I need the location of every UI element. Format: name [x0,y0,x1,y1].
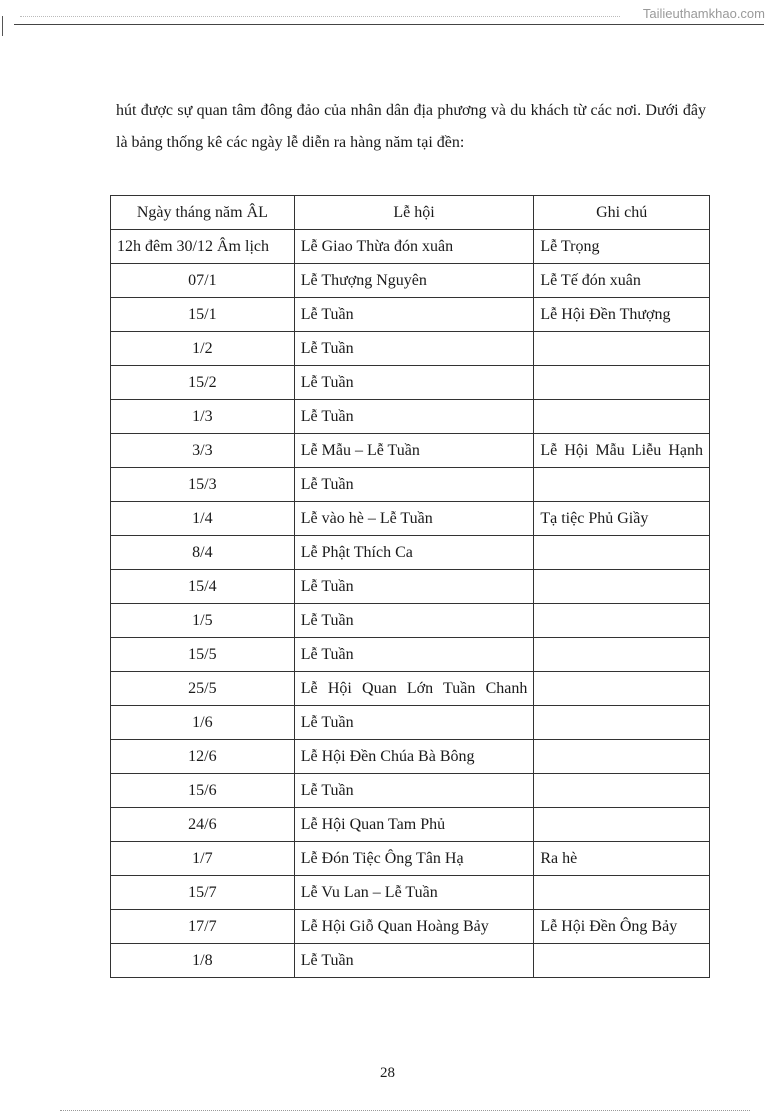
cell-note [534,774,710,808]
cell-festival: Lễ Vu Lan – Lễ Tuần [294,876,534,910]
table-row [111,876,710,910]
header-rule [14,24,764,25]
cell-note [534,638,710,672]
cell-festival: Lễ Tuần [294,604,534,638]
cell-festival: Lễ Tuần [294,706,534,740]
table-row [111,366,710,400]
table-row [111,536,710,570]
cell-note [534,876,710,910]
cell-note [534,944,710,978]
cell-festival: Lễ Tuần [294,774,534,808]
cell-festival: Lễ Đón Tiệc Ông Tân Hạ [294,842,534,876]
cell-note [534,332,710,366]
cell-festival: Lễ Giao Thừa đón xuân [294,230,534,264]
watermark: Tailieuthamkhao.com [642,6,765,21]
scan-artifacts-bottom [60,1108,750,1111]
margin-mark [2,16,3,36]
cell-date: 1/7 [111,842,295,876]
cell-date: 15/2 [111,366,295,400]
cell-date: 07/1 [111,264,295,298]
table-row [111,808,710,842]
cell-date: 15/4 [111,570,295,604]
cell-date: 15/1 [111,298,295,332]
cell-festival: Lễ Hội Quan Lớn Tuần Chanh [294,672,534,706]
cell-note: Lễ Trọng [534,230,710,264]
table-row [111,706,710,740]
cell-date: 3/3 [111,434,295,468]
cell-festival: Lễ vào hè – Lễ Tuần [294,502,534,536]
cell-date: 24/6 [111,808,295,842]
festival-table [110,195,710,978]
cell-date: 15/5 [111,638,295,672]
cell-note: Ra hè [534,842,710,876]
column-header-festival: Lễ hội [294,196,534,230]
cell-note: Lễ Hội Đền Thượng [534,298,710,332]
table-row [111,502,710,536]
table-row [111,672,710,706]
table-row [111,944,710,978]
cell-date: 1/6 [111,706,295,740]
page-number: 28 [380,1065,395,1081]
cell-date: 1/4 [111,502,295,536]
table-row [111,570,710,604]
table-row [111,298,710,332]
cell-festival: Lễ Tuần [294,298,534,332]
cell-festival: Lễ Mẫu – Lễ Tuần [294,434,534,468]
cell-date: 1/3 [111,400,295,434]
cell-festival: Lễ Phật Thích Ca [294,536,534,570]
cell-note: Lễ Hội Đền Ông Bảy [534,910,710,944]
cell-note [534,400,710,434]
cell-date: 1/2 [111,332,295,366]
cell-note [534,740,710,774]
cell-festival: Lễ Tuần [294,638,534,672]
cell-note [534,808,710,842]
cell-date: 15/6 [111,774,295,808]
table-row [111,264,710,298]
table-row [111,638,710,672]
cell-note [534,570,710,604]
scan-artifacts [20,6,620,17]
cell-note [534,468,710,502]
table-row [111,604,710,638]
cell-date: 12/6 [111,740,295,774]
cell-date: 1/8 [111,944,295,978]
cell-festival: Lễ Hội Đền Chúa Bà Bông [294,740,534,774]
cell-festival: Lễ Thượng Nguyên [294,264,534,298]
table-row [111,332,710,366]
cell-festival: Lễ Hội Giỗ Quan Hoàng Bảy [294,910,534,944]
cell-festival: Lễ Tuần [294,366,534,400]
cell-date: 25/5 [111,672,295,706]
column-header-date: Ngày tháng năm ÂL [111,196,295,230]
cell-note: Lễ Tế đón xuân [534,264,710,298]
table-row [111,434,710,468]
intro-paragraph [116,95,706,159]
cell-note [534,706,710,740]
table-header-row [111,196,710,230]
cell-date: 8/4 [111,536,295,570]
cell-note [534,604,710,638]
cell-festival: Lễ Tuần [294,570,534,604]
cell-note: Lễ Hội Mẫu Liễu Hạnh [534,434,710,468]
cell-date: 15/7 [111,876,295,910]
column-header-note: Ghi chú [534,196,710,230]
cell-date: 15/3 [111,468,295,502]
cell-note [534,366,710,400]
table-row [111,774,710,808]
table-body [111,230,710,978]
cell-note [534,536,710,570]
cell-date: 12h đêm 30/12 Âm lịch [111,230,295,264]
cell-note [534,672,710,706]
table-row [111,842,710,876]
table-row [111,910,710,944]
cell-festival: Lễ Tuần [294,400,534,434]
cell-festival: Lễ Tuần [294,468,534,502]
table-row [111,740,710,774]
table-row [111,400,710,434]
cell-festival: Lễ Hội Quan Tam Phủ [294,808,534,842]
cell-note: Tạ tiệc Phủ Giầy [534,502,710,536]
cell-festival: Lễ Tuần [294,944,534,978]
cell-date: 1/5 [111,604,295,638]
intro-text: hút được sự quan tâm đông đảo của nhân dân địa phương và du khách từ các nơi. Dưới đây là bảng thống kê các ngày lễ diễn ra hàng năm tại đền: [116,102,706,151]
cell-date: 17/7 [111,910,295,944]
table-row [111,230,710,264]
table-row [111,468,710,502]
cell-festival: Lễ Tuần [294,332,534,366]
